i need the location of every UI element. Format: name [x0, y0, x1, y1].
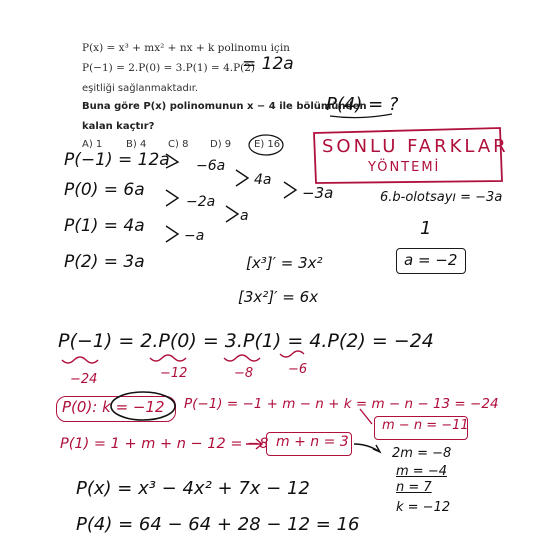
solution-k: k = −12 — [396, 500, 451, 515]
underline-p4 — [330, 114, 392, 118]
option-c: C) 8 — [168, 139, 189, 150]
bracket-icon-6 — [284, 182, 296, 198]
option-e-selected: E) 16 — [254, 139, 281, 150]
squiggle-icon-4 — [280, 351, 304, 357]
second-difference-1: 4a — [254, 172, 272, 188]
question-line-3: eşitliği sağlanmaktadır. — [82, 83, 199, 94]
first-difference-2: −2a — [186, 194, 216, 210]
substitution-line: P(−1) = 2.P(0) = 3.P(1) = 4.P(2) = −24 — [58, 330, 434, 352]
polynomial-result: P(x) = x³ − 4x² + 7x − 12 — [76, 478, 310, 499]
third-difference-note: 6.b-olotsayı = −3a — [380, 190, 503, 205]
bracket-icon-5 — [226, 206, 238, 222]
method-title-line-2: YÖNTEMİ — [368, 160, 441, 175]
arrow-icon-2 — [246, 439, 262, 449]
solution-2m: 2m = −8 — [392, 446, 452, 461]
option-d: D) 9 — [210, 139, 232, 150]
method-title-box — [314, 128, 502, 183]
underline-value-2: −12 — [160, 366, 188, 381]
option-a: A) 1 — [82, 139, 103, 150]
p1-expansion: P(1) = 1 + m + n − 12 = −8 — [60, 436, 269, 452]
table-value-p-minus-1: P(−1) = 12a — [64, 150, 170, 170]
derivative-note-2: [3x²]′ = 6x — [238, 288, 319, 306]
question-line-2: P(−1) = 2.P(0) = 3.P(1) = 4.P(2) — [82, 62, 256, 74]
handwritten-equals-12a: = 12a — [242, 54, 294, 74]
underline-value-4: −6 — [288, 362, 308, 377]
table-value-p0: P(0) = 6a — [64, 180, 145, 200]
bracket-icon-2 — [166, 190, 178, 206]
bracket-icon-1 — [166, 154, 178, 168]
squiggle-icon-3 — [224, 355, 260, 361]
option-e-circle — [249, 135, 283, 155]
arrow-icon-3 — [354, 444, 380, 452]
question-line-5: kalan kaçtır? — [82, 121, 155, 132]
question-line-4: Buna göre P(x) polinomunun x − 4 ile bölümünden — [82, 101, 367, 112]
second-difference-2: a — [240, 208, 249, 224]
handwritten-p4-question: P(4) = ? — [326, 94, 399, 115]
m-plus-n: m + n = 3 — [276, 434, 349, 450]
table-value-p2: P(2) = 3a — [64, 252, 145, 272]
p-minus-1-expansion: P(−1) = −1 + m − n + k = m − n − 13 = −24 — [184, 396, 499, 412]
note-one: 1 — [420, 218, 432, 239]
a-value: a = −2 — [404, 251, 458, 269]
bracket-icon-3 — [166, 226, 178, 242]
solution-n: n = 7 — [396, 480, 432, 495]
first-difference-1: −6a — [196, 158, 226, 174]
underline-value-3: −8 — [234, 366, 254, 381]
table-value-p1: P(1) = 4a — [64, 216, 145, 236]
underline-value-1: −24 — [70, 372, 98, 387]
bracket-icon-4 — [236, 170, 248, 186]
k-value: P(0): k = −12 — [62, 398, 165, 416]
question-line-1: P(x) = x³ + mx² + nx + k polinomu için — [82, 42, 290, 54]
option-b: B) 4 — [126, 139, 147, 150]
final-answer: P(4) = 64 − 64 + 28 − 12 = 16 — [76, 514, 360, 535]
first-difference-3: −a — [184, 228, 205, 244]
method-title-line-1: SONLU FARKLAR — [322, 136, 509, 157]
third-difference: −3a — [302, 184, 334, 202]
squiggle-icon-2 — [150, 355, 186, 361]
m-minus-n: m − n = −11 — [382, 418, 469, 433]
arrow-icon-1 — [360, 409, 372, 424]
k-circle — [111, 392, 175, 420]
solution-m: m = −4 — [396, 464, 447, 479]
squiggle-icon-1 — [62, 357, 98, 363]
derivative-note-1: [x³]′ = 3x² — [246, 254, 323, 272]
